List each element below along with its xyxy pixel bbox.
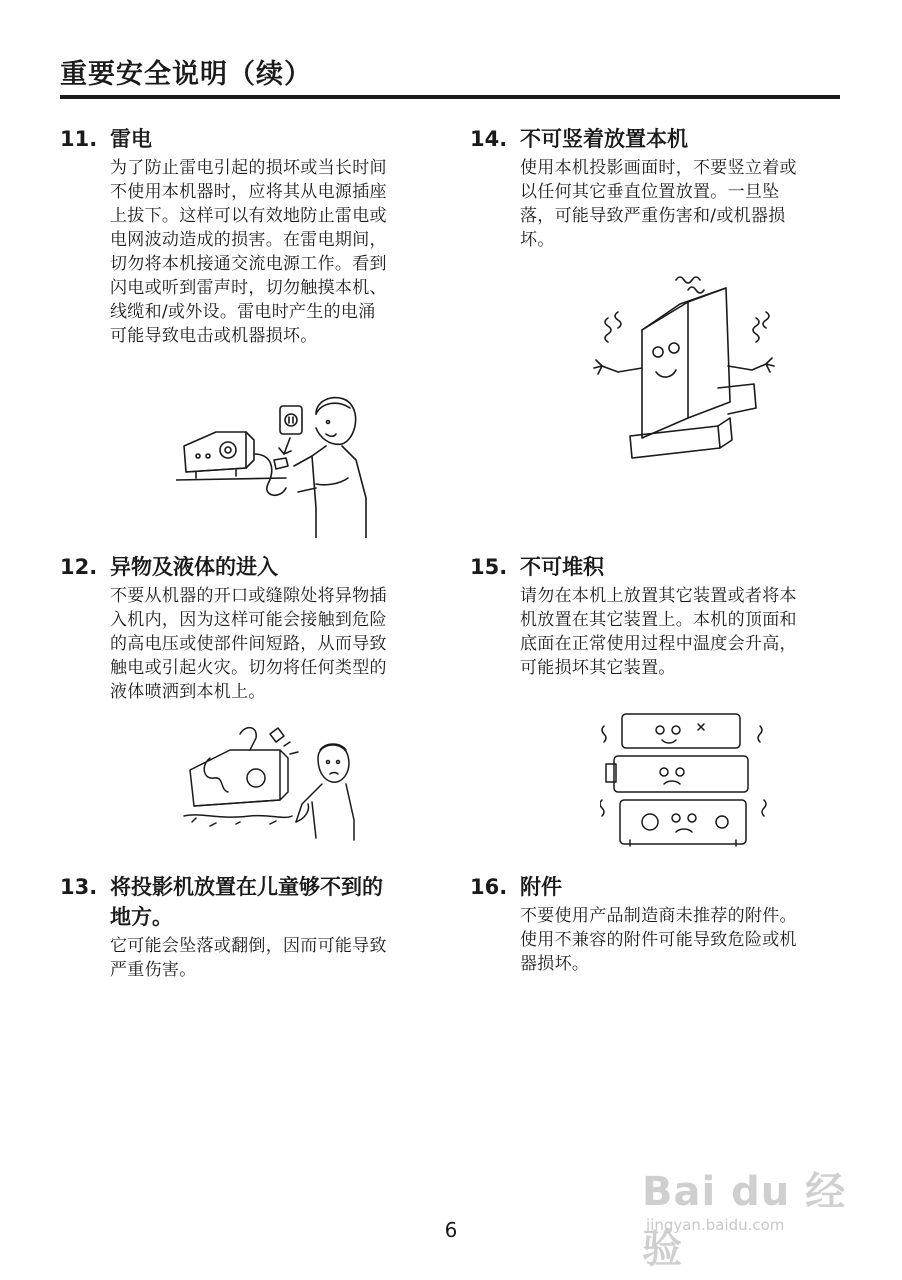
section-title: 异物及液体的进入	[110, 555, 278, 579]
section-body: 它可能会坠落或翻倒，因而可能导致严重伤害。	[110, 936, 387, 980]
unplug-illustration	[176, 388, 376, 538]
section-title: 不可堆积	[520, 555, 604, 579]
section-number: 13.	[60, 875, 98, 899]
section-12	[60, 552, 390, 704]
watermark-url: jingyan.baidu.com	[646, 1216, 785, 1234]
page-title: 重要安全说明（续）	[60, 59, 312, 90]
section-15	[470, 552, 800, 680]
section-number: 11.	[60, 127, 98, 151]
upright-projector-illustration	[578, 268, 788, 468]
section-title: 附件	[520, 875, 562, 899]
stacked-units-illustration	[600, 706, 770, 856]
section-title: 将投影机放置在儿童够不到的地方。	[110, 875, 383, 929]
section-number: 16.	[470, 875, 508, 899]
section-title: 不可竖着放置本机	[520, 127, 688, 151]
watermark-logo: Bai du 经验	[642, 1169, 847, 1272]
section-body: 不要从机器的开口或缝隙处将异物插入机内，因为这样可能会接触到危险的高电压或使部件间短路，从而导致触电或引起火灾。切勿将任何类型的液体喷洒到本机上。	[110, 586, 387, 702]
section-body: 不要使用产品制造商未推荐的附件。使用不兼容的附件可能导致危险或机器损坏。	[520, 906, 797, 974]
page-number: 6	[444, 1218, 458, 1242]
baidu-jingyan-watermark	[642, 1160, 872, 1272]
section-number: 15.	[470, 555, 508, 579]
section-16	[470, 872, 800, 976]
section-number: 14.	[470, 127, 508, 151]
spill-illustration	[180, 720, 360, 850]
section-13	[60, 872, 390, 982]
section-title: 雷电	[110, 127, 152, 151]
section-14	[470, 124, 800, 252]
section-number: 12.	[60, 555, 98, 579]
section-11	[60, 124, 390, 348]
section-body: 使用本机投影画面时，不要竖立着或以任何其它垂直位置放置。一旦坠落，可能导致严重伤害和/或机器损坏。	[520, 158, 797, 250]
section-body: 请勿在本机上放置其它装置或者将本机放置在其它装置上。本机的顶面和底面在正常使用过程中温度会升高，可能损坏其它装置。	[520, 586, 797, 678]
section-body: 为了防止雷电引起的损坏或当长时间不使用本机器时，应将其从电源插座上拔下。这样可以有效地防止雷电或电网波动造成的损害。在雷电期间，切勿将本机接通交流电源工作。看到闪电或听到雷声时，切勿触摸本机、线缆和/或外设。雷电时产生的电涌可能导致电击或机器损坏。	[110, 158, 387, 346]
title-rule	[60, 95, 840, 99]
